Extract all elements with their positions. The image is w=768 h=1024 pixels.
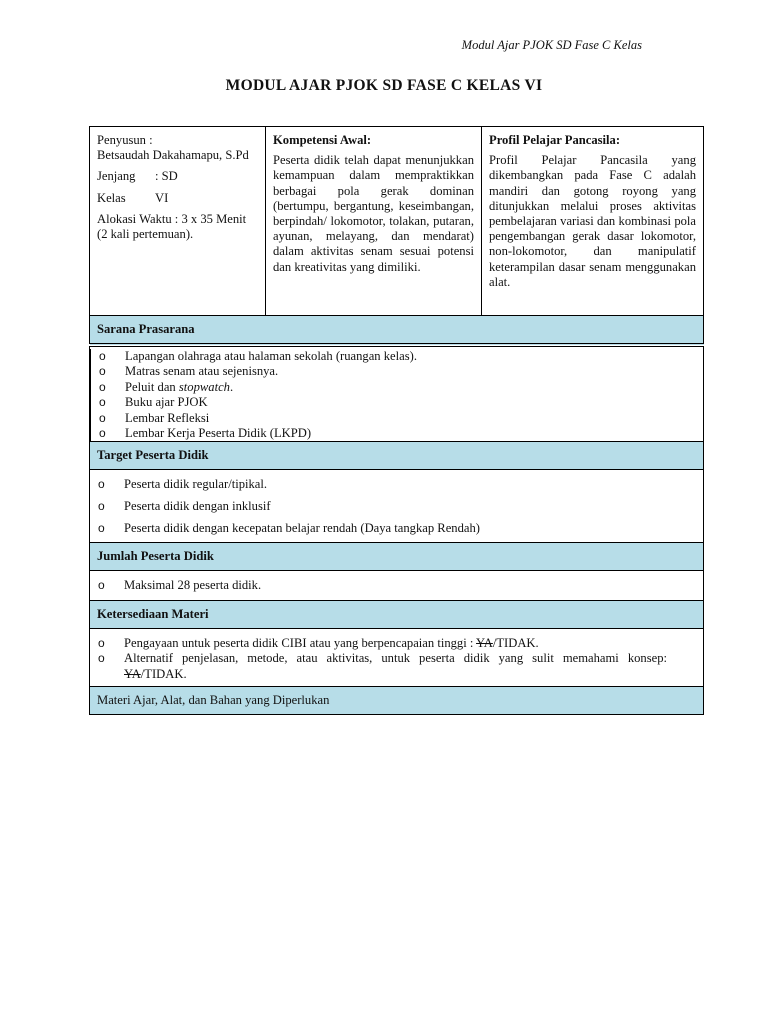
list-item bbox=[90, 426, 703, 441]
selected-option: /TIDAK. bbox=[492, 636, 539, 651]
selected-option: /TIDAK. bbox=[140, 666, 187, 681]
target-header-row bbox=[90, 442, 704, 470]
bullet-marker: o bbox=[98, 578, 105, 593]
bullet-marker: o bbox=[98, 520, 105, 535]
list-item bbox=[90, 411, 703, 426]
bullet-marker: o bbox=[98, 651, 105, 666]
materi-ajar-header-row bbox=[90, 687, 704, 715]
running-header: Modul Ajar PJOK SD Fase C Kelas bbox=[461, 38, 642, 52]
jumlah-header-row bbox=[90, 543, 704, 571]
ketersediaan-list-cell bbox=[90, 629, 704, 687]
kompetensi-awal-text: Peserta didik telah dapat menunjukkan kemampuan dalam mempraktikkan berbagai pola gerak dominan (bertumpu, bergantung, keseimbangan, berpindah/ lokomotor, tolakan, putaran, ayunan, melayang, dan mendarat) dalam aktivitas senam sesuai potensi dan kreativitas yang dimiliki. bbox=[273, 153, 474, 274]
materi-ajar-heading: Materi Ajar, Alat, dan Bahan yang Diperlukan bbox=[90, 687, 704, 715]
target-list-cell bbox=[90, 470, 704, 543]
kompetensi-awal-heading: Kompetensi Awal: bbox=[273, 133, 372, 147]
list-item-punctuation: . bbox=[229, 379, 234, 394]
ketersediaan-header-row bbox=[90, 601, 704, 629]
jenjang-label: Jenjang bbox=[97, 169, 136, 184]
ketersediaan-list-row bbox=[90, 629, 704, 687]
list-item-text: Lembar Refleksi bbox=[125, 410, 210, 425]
list-item bbox=[90, 651, 703, 681]
ketersediaan-list bbox=[90, 629, 703, 682]
list-item-text: Lembar Kerja Peserta Didik (LKPD) bbox=[125, 425, 312, 440]
target-list bbox=[90, 470, 703, 542]
bullet-marker: o bbox=[99, 410, 106, 425]
list-item bbox=[90, 395, 703, 410]
sarana-list bbox=[90, 347, 703, 441]
kelas-label: Kelas bbox=[97, 190, 126, 205]
penyusun-label: Penyusun : bbox=[97, 133, 153, 147]
jumlah-list bbox=[90, 571, 703, 593]
jenjang-line bbox=[97, 169, 258, 184]
alokasi-waktu: Alokasi Waktu : 3 x 35 Menit (2 kali pertemuan). bbox=[97, 211, 247, 242]
list-item bbox=[90, 636, 703, 651]
list-item-text: Peluit dan bbox=[125, 379, 179, 394]
bullet-marker: o bbox=[99, 379, 106, 394]
bullet-marker: o bbox=[99, 425, 106, 440]
sarana-header-row bbox=[90, 316, 704, 346]
target-heading: Target Peserta Didik bbox=[90, 442, 704, 470]
bullet-marker: o bbox=[98, 636, 105, 651]
ketersediaan-heading: Ketersediaan Materi bbox=[90, 601, 704, 629]
list-item-text: Maksimal 28 peserta didik. bbox=[124, 578, 262, 593]
bullet-marker: o bbox=[98, 477, 105, 492]
profil-pancasila-text: Profil Pelajar Pancasila yang dikembangkan pada Fase C adalah mandiri dan gotong royong yang ditunjukkan melalui proses aktivitas pembelajaran variasi dan kombinasi pola pengembangan gerak dasar lokomotor, non-lokomotor, dan manipulatif keterampilan dasar senam menggunakan alat. bbox=[489, 153, 696, 289]
jumlah-list-cell bbox=[90, 571, 704, 601]
list-item bbox=[90, 349, 703, 364]
list-item-text: Matras senam atau sejenisnya. bbox=[125, 364, 279, 379]
list-item-text: Pengayaan untuk peserta didik CIBI atau yang berpencapaian tinggi : bbox=[124, 636, 477, 651]
stopwatch-italic: stopwatch bbox=[178, 379, 230, 394]
struck-option: YA bbox=[124, 666, 141, 681]
list-item-text: Peserta didik dengan inklusif bbox=[124, 498, 271, 513]
sarana-list-cell bbox=[90, 345, 704, 442]
bullet-marker: o bbox=[99, 349, 106, 363]
info-row bbox=[90, 127, 704, 316]
sarana-list-row bbox=[90, 345, 704, 442]
profil-pancasila-heading: Profil Pelajar Pancasila: bbox=[489, 133, 621, 147]
kelas-line bbox=[97, 191, 258, 206]
author-info-cell bbox=[90, 127, 266, 316]
list-item-text: Peserta didik regular/tipikal. bbox=[124, 477, 268, 492]
list-item bbox=[90, 499, 703, 521]
target-list-row bbox=[90, 470, 704, 543]
list-item bbox=[90, 521, 703, 543]
profil-pancasila-cell bbox=[482, 127, 704, 316]
kelas-value: VI bbox=[155, 190, 169, 205]
jumlah-list-row bbox=[90, 571, 704, 601]
kompetensi-awal-cell bbox=[266, 127, 482, 316]
list-item bbox=[90, 364, 703, 379]
list-item bbox=[90, 578, 703, 593]
penyusun-name: Betsaudah Dakahamapu, S.Pd bbox=[97, 148, 249, 163]
bullet-marker: o bbox=[98, 498, 105, 513]
document-title: MODUL AJAR PJOK SD FASE C KELAS VI bbox=[225, 77, 543, 94]
jenjang-value: : SD bbox=[155, 169, 178, 184]
list-item-text: Lapangan olahraga atau halaman sekolah (ruangan kelas). bbox=[125, 349, 417, 363]
list-item-text: Buku ajar PJOK bbox=[125, 395, 208, 410]
bullet-marker: o bbox=[99, 395, 106, 410]
list-item bbox=[90, 477, 703, 499]
list-item bbox=[90, 380, 703, 395]
module-table bbox=[89, 126, 704, 715]
struck-option: YA bbox=[476, 636, 493, 651]
list-item-text: Peserta didik dengan kecepatan belajar rendah (Daya tangkap Rendah) bbox=[124, 520, 480, 535]
sarana-heading: Sarana Prasarana bbox=[90, 316, 704, 346]
bullet-marker: o bbox=[99, 364, 106, 379]
list-item-text: Alternatif penjelasan, metode, atau aktivitas, untuk peserta didik yang sulit memahami konsep: bbox=[124, 651, 667, 666]
jumlah-heading: Jumlah Peserta Didik bbox=[90, 543, 704, 571]
